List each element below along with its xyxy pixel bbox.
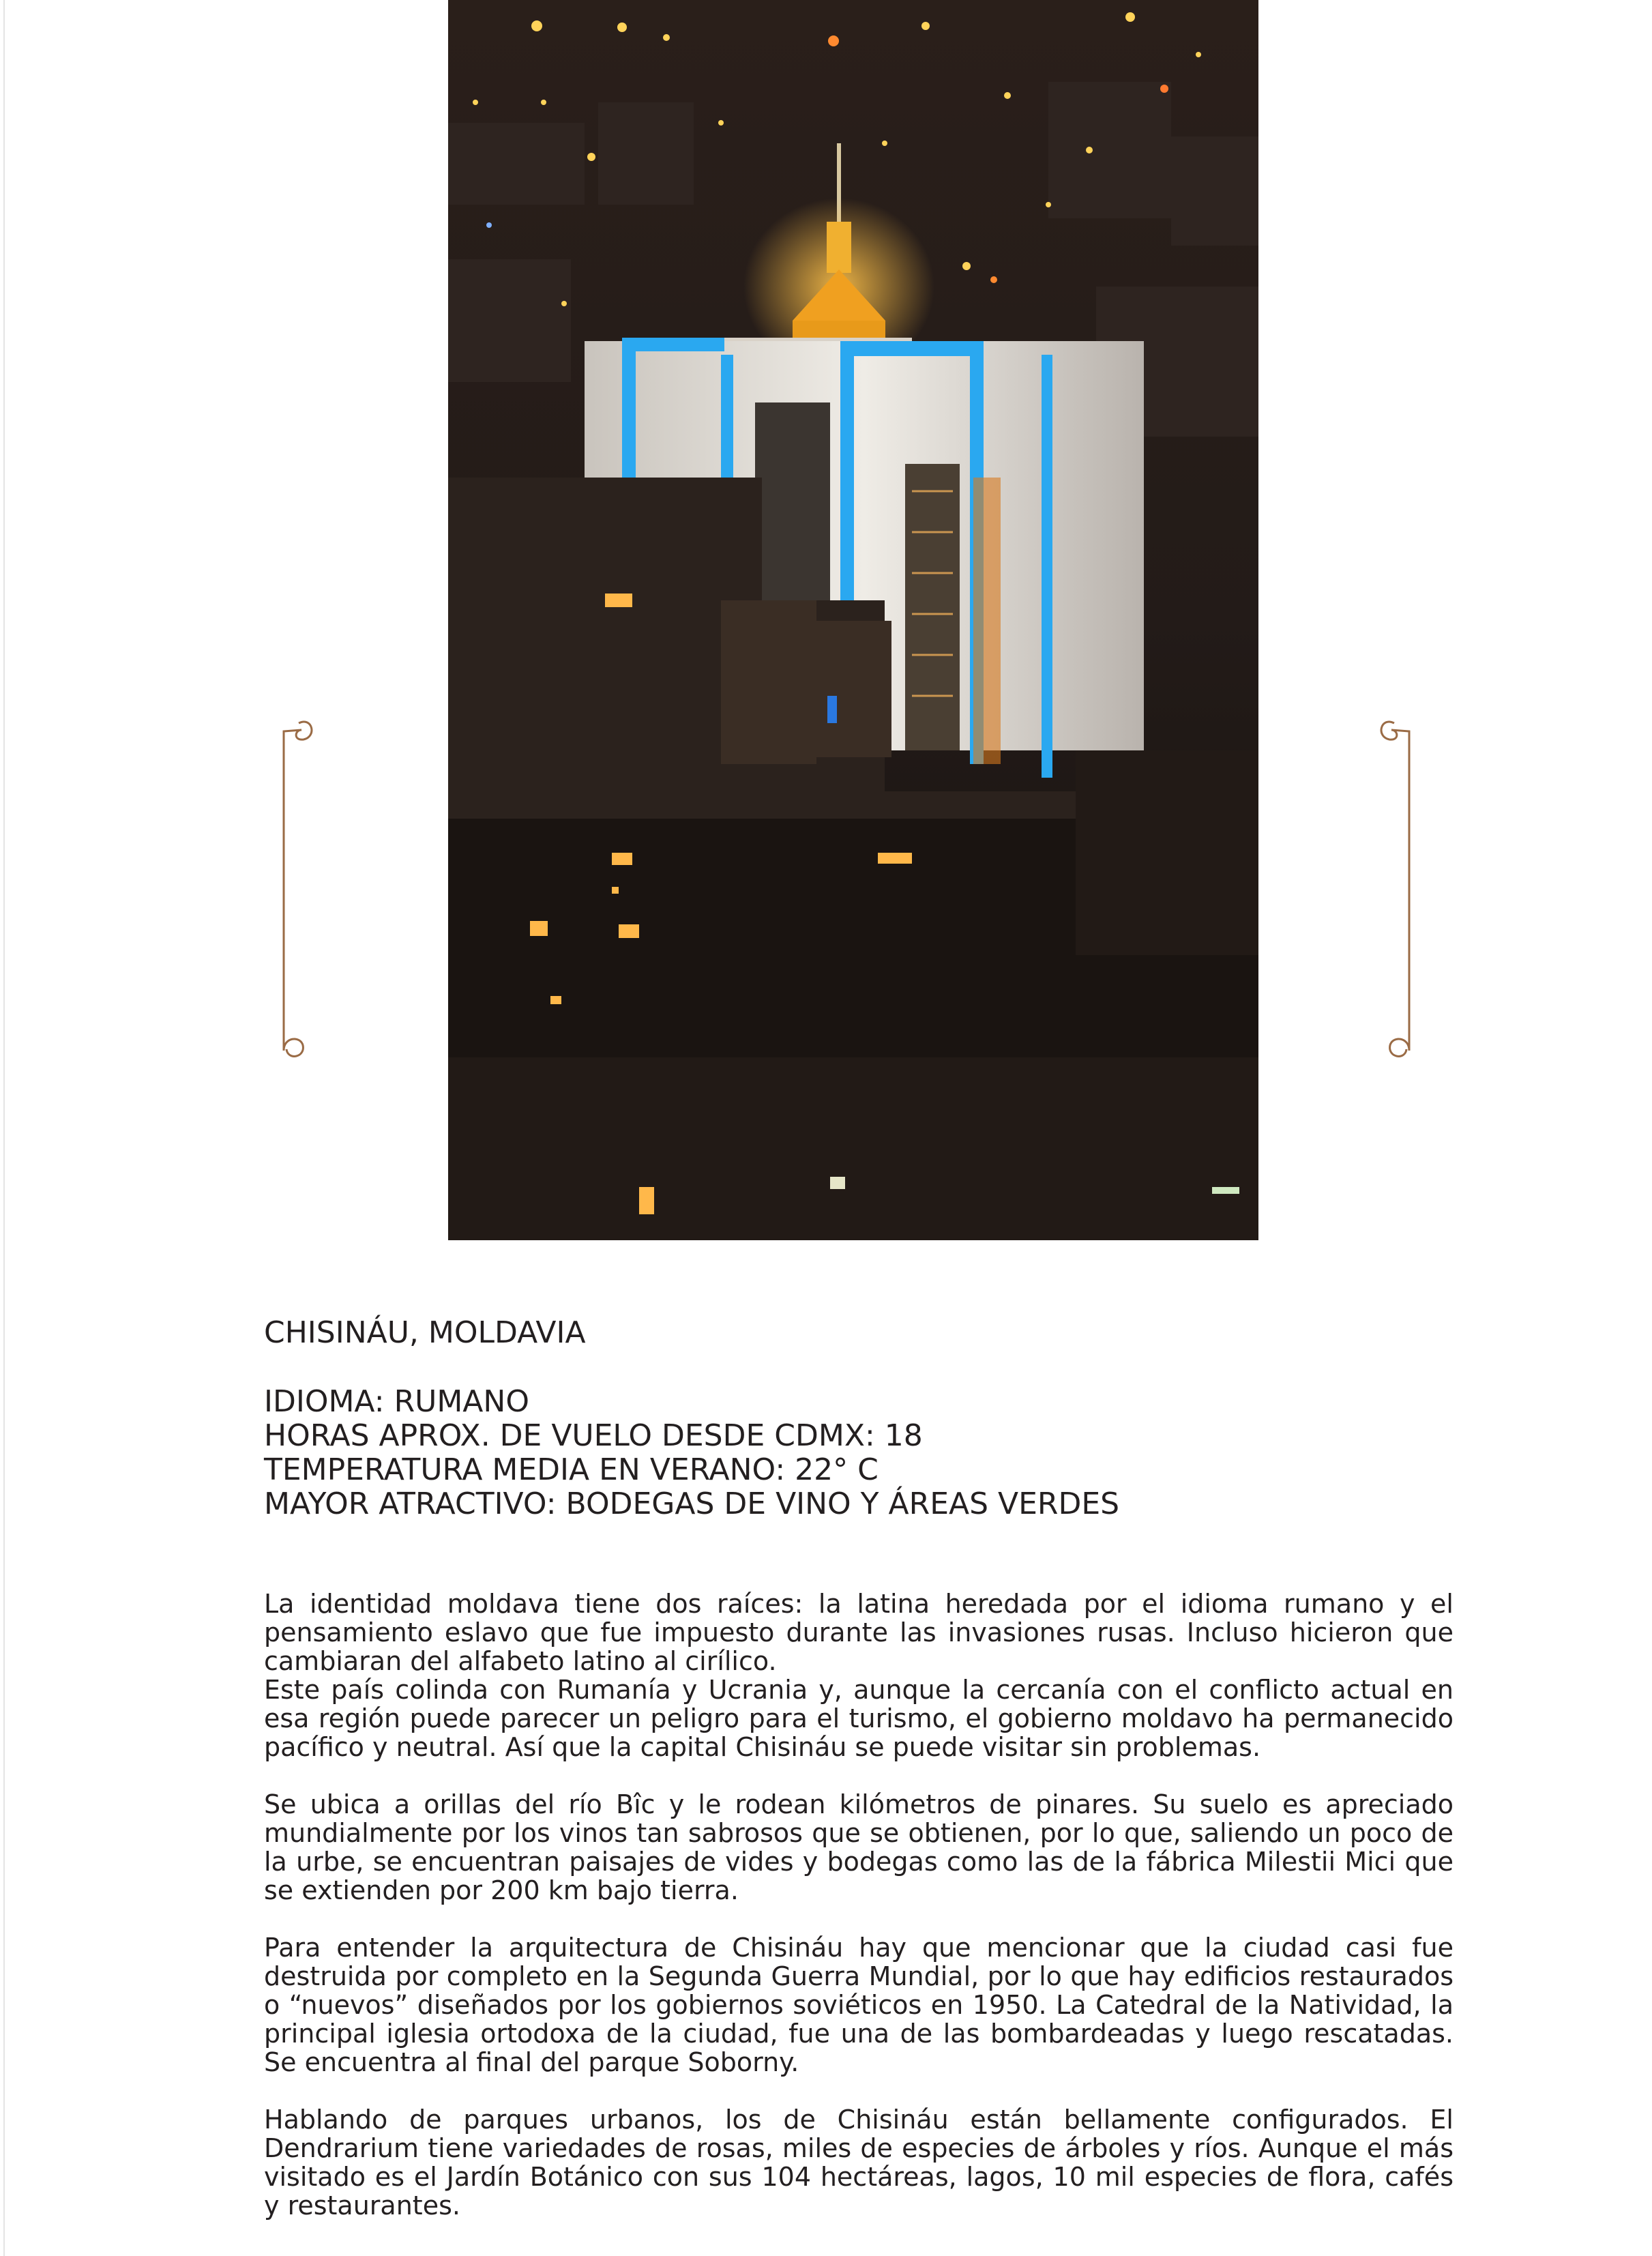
paragraph-location: Se ubica a orillas del río Bîc y le rodean kilómetros de pinares. Su suelo es apreciado mundialmente por los vinos tan sabrosos que se obtienen, por lo que, saliendo un poco de la urbe, se encuentran paisajes de vides y bodegas como las de la fábrica Milestii Mici que se extienden por 200 km bajo tierra. bbox=[264, 1789, 1454, 1905]
fact-language: IDIOMA: RUMANO bbox=[264, 1384, 529, 1419]
fact-main-attraction: MAYOR ATRACTIVO: BODEGAS DE VINO Y ÁREAS VERDES bbox=[264, 1486, 1120, 1521]
paragraph-identity-part2: Este país colinda con Rumanía y Ucrania y, aunque la cercanía con el conflicto actual en esa región puede parecer un peligro para el turismo, el gobierno moldavo ha permanecido pacífico y neutral. Así que la capital Chisináu se puede visitar sin problemas. bbox=[264, 1675, 1454, 1762]
fact-temperature: TEMPERATURA MEDIA EN VERANO: 22° C bbox=[264, 1452, 879, 1487]
left-scroll-ornament bbox=[280, 716, 321, 1064]
page-edge-line bbox=[3, 0, 5, 2256]
paragraph-parks: Hablando de parques urbanos, los de Chisináu están bellamente configurados. El Dendrarium tiene variedades de rosas, miles de especies de árboles y ríos. Aunque el más visitado es el Jardín Botánico con sus 104 hectáreas, lagos, 10 mil especies de flora, cafés y restaurantes. bbox=[264, 2105, 1454, 2221]
paragraph-architecture: Para entender la arquitectura de Chisináu hay que mencionar que la ciudad casi fue destruida por completo en la Segunda Guerra Mundial, por lo que hay edificios restaurados o “nuevos” diseñados por los gobiernos soviéticos en 1950. La Catedral de la Natividad, la principal iglesia ortodoxa de la ciudad, fue una de las bombardeadas y luego rescatadas. Se encuentra al final del parque Soborny. bbox=[264, 1933, 1454, 2077]
fact-flight-hours: HORAS APROX. DE VUELO DESDE CDMX: 18 bbox=[264, 1418, 923, 1453]
paragraph-identity-part1: La identidad moldava tiene dos raíces: la latina heredada por el idioma rumano y el pensamiento eslavo que fue impuesto durante las invasiones rusas. Incluso hicieron que cambiaran del alfabeto latino al cirílico. bbox=[264, 1589, 1454, 1676]
page-title: CHISINÁU, MOLDAVIA bbox=[264, 1315, 586, 1350]
article-body bbox=[264, 1590, 1454, 2248]
city-night-photo bbox=[448, 0, 1258, 1240]
paragraph-identity bbox=[264, 1590, 1454, 1761]
facts-list bbox=[264, 1385, 1454, 1521]
right-scroll-ornament bbox=[1372, 716, 1413, 1064]
